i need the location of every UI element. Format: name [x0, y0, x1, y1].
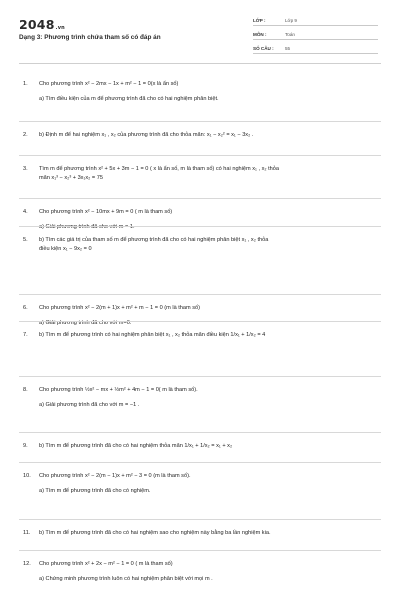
question-divider	[19, 519, 381, 520]
question-divider	[19, 294, 381, 295]
question-divider	[19, 121, 381, 122]
question-number: 3.	[23, 166, 28, 172]
question-divider	[19, 155, 381, 156]
question-text-line: mãn x₁³ − x₂³ + 3x₁x₂ = 75	[39, 175, 103, 181]
question-number: 7.	[23, 332, 28, 338]
question-text-line: b) Tìm m để phương trình đã cho có hai nghiệm sao cho nghiệm này bằng ba lần nghiệm kia.	[39, 530, 271, 536]
question-divider	[19, 462, 381, 463]
question-divider	[19, 198, 381, 199]
question-divider	[19, 321, 381, 322]
question-text-line: b) Tìm m để phương trình đã cho có hai nghiệm thỏa mãn 1/x₁ + 1/x₂ = x₁ + x₂	[39, 443, 233, 449]
meta-value: Toán	[285, 32, 295, 37]
question-number: 6.	[23, 305, 28, 311]
meta-count-row	[253, 45, 378, 54]
question-text-line: b) Định m để hai nghiệm x₁ , x₂ của phương trình đã cho thỏa mãn: x₁ − x₂² = x₁ − 3x₂ .	[39, 132, 254, 138]
question-divider	[19, 432, 381, 433]
question-text-line: Cho phương trình x² − 2(m − 1)x + m² − 3 = 0 (m là tham số).	[39, 473, 191, 479]
question-number: 11.	[23, 530, 31, 536]
meta-label: LỚP :	[253, 18, 266, 23]
question-text-line: Cho phương trình x² + 2x − m² − 1 = 0 ( m là tham số)	[39, 561, 173, 567]
question-divider	[19, 376, 381, 377]
meta-label: MÔN :	[253, 32, 267, 37]
question-number: 1.	[23, 81, 28, 87]
question-number: 12.	[23, 561, 31, 567]
question-text-line: a) Chứng minh phương trình luôn có hai nghiệm phân biệt với mọi m .	[39, 576, 213, 582]
question-number: 4.	[23, 209, 28, 215]
question-divider	[19, 550, 381, 551]
logo-suffix: .vn	[55, 25, 65, 31]
question-text-line: Tìm m để phương trình x² + 5x + 3m − 1 = 0 ( x là ẩn số, m là tham số) có hai nghiệm x₁ , x₂ thỏa	[39, 166, 279, 172]
question-number: 9.	[23, 443, 28, 449]
meta-subject-row	[253, 31, 378, 40]
question-text-line: Cho phương trình x² − 2(m + 1)x + m² + m − 1 = 0 (m là tham số)	[39, 305, 200, 311]
question-text-line: a) Tìm điều kiện của m để phương trình đã cho có hai nghiệm phân biệt.	[39, 96, 219, 102]
meta-class-row	[253, 17, 378, 26]
question-text-line: Cho phương trình x² − 10mx + 9m = 0 ( m là tham số)	[39, 209, 173, 215]
question-number: 2.	[23, 132, 28, 138]
question-text-line: a) Giải phương trình đã cho với m = −1 .	[39, 402, 140, 408]
question-text-line: a) Tìm m để phương trình đã cho có nghiệm.	[39, 488, 151, 494]
question-text-line: b) Tìm m để phương trình có hai nghiệm phân biệt x₁ , x₂ thỏa mãn điều kiện 1/x₁ + 1/x₂ = 4	[39, 332, 266, 338]
logo-text: 2048	[19, 17, 55, 32]
question-text-line: Cho phương trình x² − 2mx − 1x + m² − 1 = 0(x là ẩn số)	[39, 81, 179, 87]
question-number: 8.	[23, 387, 28, 393]
question-text-line: a) Giải phương trình đã cho với m=0.	[39, 320, 132, 326]
question-text-line: a) Giải phương trình đã cho với m = 1.	[39, 224, 135, 230]
header-divider	[19, 63, 381, 64]
question-number: 5.	[23, 237, 28, 243]
meta-value: Lớp 9	[285, 18, 297, 23]
page-title: Dạng 3: Phương trình chứa tham số có đáp án	[19, 34, 161, 41]
question-text-line: Cho phương trình ½x² − mx + ½m² + 4m − 1 = 0( m là tham số).	[39, 387, 198, 393]
meta-label: SỐ CÂU :	[253, 46, 274, 51]
site-logo[interactable]	[19, 17, 65, 32]
question-number: 10.	[23, 473, 31, 479]
meta-value: 55	[285, 46, 291, 51]
question-text-line: b) Tìm các giá trị của tham số m để phương trình đã cho có hai nghiệm phân biệt x₁ , x₂ thỏa	[39, 237, 269, 243]
question-text-line: điều kiện x₁ − 9x₂ = 0	[39, 246, 92, 252]
question-divider	[19, 226, 381, 227]
